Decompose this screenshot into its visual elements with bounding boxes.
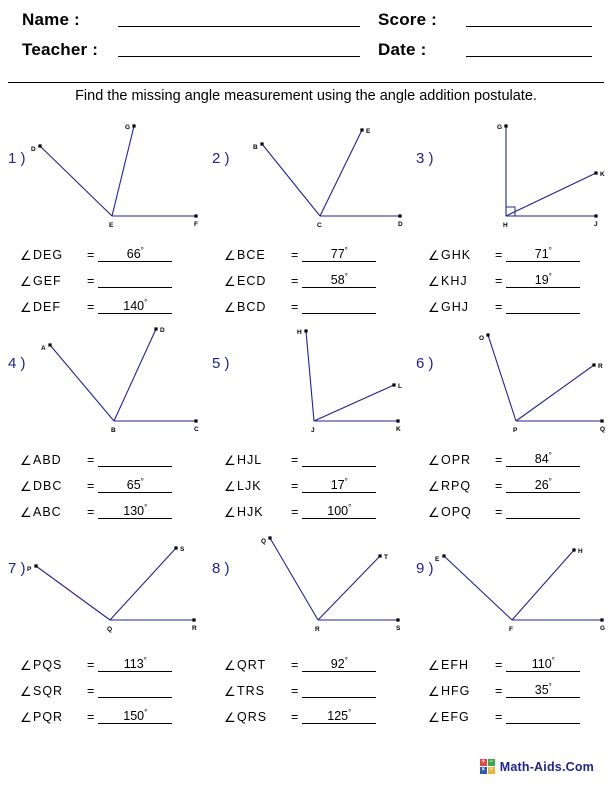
equals-sign: = [495, 505, 503, 519]
angle-symbol-icon: ∠ [20, 658, 32, 673]
equals-sign: = [291, 710, 299, 724]
svg-text:B: B [253, 144, 258, 151]
angle-symbol-icon: ∠ [224, 300, 236, 315]
svg-text:R: R [192, 625, 197, 632]
angle-symbol-icon: ∠ [224, 479, 236, 494]
answer-blank[interactable] [506, 656, 580, 672]
problem-row [0, 323, 612, 528]
equals-sign: = [87, 248, 95, 262]
svg-text:G: G [600, 625, 606, 632]
angle-symbol-icon: ∠ [20, 505, 32, 520]
svg-text:P: P [27, 566, 32, 573]
answer-value [98, 656, 172, 671]
answer-row [20, 493, 204, 519]
answer-row [428, 698, 612, 724]
answer-row [20, 646, 204, 672]
problem-2 [204, 118, 408, 323]
date-label: Date : [378, 40, 427, 59]
answer-number: 130 [123, 504, 145, 518]
answer-blank[interactable] [98, 503, 172, 519]
degree-symbol: ° [344, 245, 348, 255]
degree-symbol: ° [143, 655, 147, 665]
answer-number: 35 [534, 683, 549, 697]
answer-row [428, 288, 612, 314]
answer-list [428, 236, 612, 314]
angle-name: EFH [441, 658, 469, 672]
equals-sign: = [291, 300, 299, 314]
answer-list [224, 236, 408, 314]
answer-value [98, 477, 172, 492]
angle-symbol-icon: ∠ [224, 710, 236, 725]
svg-text:H: H [503, 222, 508, 229]
equals-sign: = [495, 248, 503, 262]
angle-name: ECD [237, 274, 267, 288]
problem-number: 5 ) [212, 355, 230, 372]
svg-text:F: F [509, 626, 513, 633]
angle-name: HJL [237, 453, 263, 467]
svg-text:Q: Q [600, 426, 606, 433]
answer-blank[interactable] [506, 477, 580, 493]
answer-value [302, 708, 376, 723]
answer-blank[interactable] [506, 682, 580, 698]
angle-name: PQR [33, 710, 64, 724]
svg-text:E: E [109, 222, 114, 229]
answer-blank[interactable] [302, 503, 376, 519]
angle-name: HJK [237, 505, 264, 519]
answer-blank[interactable] [302, 451, 376, 467]
answer-value [302, 503, 376, 518]
svg-text:B: B [111, 427, 116, 434]
equals-sign: = [495, 453, 503, 467]
score-input-line[interactable] [466, 26, 592, 27]
angle-diagram [18, 323, 204, 443]
equals-sign: = [495, 274, 503, 288]
answer-blank[interactable] [302, 708, 376, 724]
answer-row [224, 262, 408, 288]
angle-symbol-icon: ∠ [20, 710, 32, 725]
worksheet-footer [0, 754, 612, 774]
problem-number: 8 ) [212, 560, 230, 577]
svg-text:E: E [435, 556, 440, 563]
equals-sign: = [87, 710, 95, 724]
answer-row [224, 646, 408, 672]
answer-blank[interactable] [98, 682, 172, 698]
angle-name: QRT [237, 658, 267, 672]
degree-symbol: ° [548, 271, 552, 281]
answer-row [428, 493, 612, 519]
answer-blank[interactable] [506, 246, 580, 262]
answer-row [428, 262, 612, 288]
answer-blank[interactable] [98, 451, 172, 467]
angle-name: ABC [33, 505, 62, 519]
problem-9 [408, 528, 612, 733]
problem-row [0, 118, 612, 323]
angle-diagram [222, 323, 408, 443]
answer-blank[interactable] [302, 656, 376, 672]
angle-symbol-icon: ∠ [428, 684, 440, 699]
svg-text:D: D [398, 221, 403, 228]
answer-blank[interactable] [506, 451, 580, 467]
equals-sign: = [87, 453, 95, 467]
svg-text:H: H [578, 548, 583, 555]
angle-name: SQR [33, 684, 64, 698]
angle-name: RPQ [441, 479, 472, 493]
problem-number: 2 ) [212, 150, 230, 167]
problem-7 [0, 528, 204, 733]
answer-list [20, 236, 204, 314]
svg-text:F: F [194, 221, 198, 228]
angle-symbol-icon: ∠ [428, 300, 440, 315]
answer-row [224, 441, 408, 467]
answer-blank[interactable] [506, 272, 580, 288]
answer-number: 71 [534, 247, 549, 261]
problem-number: 6 ) [416, 355, 434, 372]
angle-name: OPR [441, 453, 472, 467]
svg-text:R: R [315, 626, 320, 633]
equals-sign: = [291, 658, 299, 672]
degree-symbol: ° [548, 681, 552, 691]
angle-diagram [18, 118, 204, 238]
answer-number: 65 [126, 478, 141, 492]
svg-text:C: C [194, 426, 199, 433]
answer-number: 84 [534, 452, 549, 466]
answer-blank[interactable] [302, 246, 376, 262]
svg-text:D: D [160, 327, 165, 334]
angle-symbol-icon: ∠ [224, 684, 236, 699]
equals-sign: = [495, 300, 503, 314]
answer-value [302, 246, 376, 261]
angle-symbol-icon: ∠ [224, 505, 236, 520]
problem-5 [204, 323, 408, 528]
answer-row [20, 236, 204, 262]
teacher-label: Teacher : [22, 40, 99, 59]
svg-text:G: G [125, 124, 131, 131]
answer-number: 110 [531, 657, 552, 671]
answer-blank[interactable] [506, 503, 580, 519]
answer-row [428, 646, 612, 672]
answer-row [224, 672, 408, 698]
degree-symbol: ° [348, 707, 352, 717]
equals-sign: = [291, 248, 299, 262]
degree-symbol: ° [140, 476, 144, 486]
minus-icon: − [489, 759, 493, 765]
answer-blank[interactable] [302, 298, 376, 314]
logo-text: Math-Aids.Com [499, 759, 594, 774]
equals-sign: = [87, 300, 95, 314]
problem-1 [0, 118, 204, 323]
answer-number: 77 [330, 247, 345, 261]
degree-symbol: ° [144, 502, 148, 512]
problem-number: 9 ) [416, 560, 434, 577]
answer-blank[interactable] [98, 272, 172, 288]
answer-row [428, 467, 612, 493]
problem-6 [408, 323, 612, 528]
angle-name: LJK [237, 479, 262, 493]
angle-name: OPQ [441, 505, 472, 519]
answer-blank[interactable] [98, 477, 172, 493]
answer-blank[interactable] [98, 246, 172, 262]
svg-text:T: T [384, 554, 388, 561]
svg-text:A: A [41, 345, 46, 352]
answer-blank[interactable] [98, 298, 172, 314]
answer-blank[interactable] [302, 477, 376, 493]
angle-name: KHJ [441, 274, 468, 288]
angle-symbol-icon: ∠ [428, 505, 440, 520]
answer-row [20, 288, 204, 314]
math-symbols-icon [480, 759, 495, 774]
svg-text:K: K [600, 171, 605, 178]
answer-value [98, 246, 172, 261]
problem-number: 1 ) [8, 150, 26, 167]
answer-blank[interactable] [506, 708, 580, 724]
equals-sign: = [291, 684, 299, 698]
answer-number: 58 [330, 273, 345, 287]
answer-value [506, 477, 580, 492]
answer-row [224, 288, 408, 314]
answer-number: 19 [534, 273, 549, 287]
divide-icon: ÷ [489, 767, 493, 773]
svg-text:R: R [598, 363, 603, 370]
svg-text:E: E [366, 128, 371, 135]
instruction-text: Find the missing angle measurement using the angle addition postulate. [75, 88, 537, 104]
name-label: Name : [22, 10, 80, 29]
angle-symbol-icon: ∠ [428, 274, 440, 289]
equals-sign: = [495, 710, 503, 724]
answer-list [20, 441, 204, 519]
angle-symbol-icon: ∠ [20, 684, 32, 699]
answer-row [20, 467, 204, 493]
answer-row [224, 493, 408, 519]
answer-value [98, 298, 172, 313]
degree-symbol: ° [548, 450, 552, 460]
svg-text:S: S [396, 625, 401, 632]
answer-blank[interactable] [98, 708, 172, 724]
degree-symbol: ° [551, 655, 555, 665]
angle-name: GHK [441, 248, 472, 262]
svg-text:O: O [479, 335, 485, 342]
problem-number: 3 ) [416, 150, 434, 167]
answer-number: 66 [126, 247, 141, 261]
answer-value [506, 246, 580, 261]
worksheet-header [0, 0, 612, 78]
angle-symbol-icon: ∠ [20, 274, 32, 289]
equals-sign: = [495, 479, 503, 493]
answer-number: 92 [330, 657, 345, 671]
angle-name: BCE [237, 248, 266, 262]
problem-row [0, 528, 612, 733]
svg-text:C: C [317, 222, 322, 229]
answer-row [428, 672, 612, 698]
angle-symbol-icon: ∠ [224, 248, 236, 263]
answer-blank[interactable] [302, 682, 376, 698]
svg-text:K: K [396, 426, 401, 433]
angle-symbol-icon: ∠ [20, 300, 32, 315]
degree-symbol: ° [344, 655, 348, 665]
angle-diagram [222, 118, 408, 238]
angle-name: PQS [33, 658, 63, 672]
svg-text:D: D [31, 146, 36, 153]
angle-symbol-icon: ∠ [428, 453, 440, 468]
svg-text:H: H [297, 329, 302, 336]
degree-symbol: ° [144, 297, 148, 307]
answer-list [224, 646, 408, 724]
problem-number: 4 ) [8, 355, 26, 372]
answer-value [506, 656, 580, 671]
svg-text:S: S [180, 546, 185, 553]
angle-symbol-icon: ∠ [428, 710, 440, 725]
equals-sign: = [495, 658, 503, 672]
svg-text:Q: Q [261, 538, 267, 545]
angle-name: DEF [33, 300, 61, 314]
svg-text:P: P [513, 427, 518, 434]
equals-sign: = [291, 453, 299, 467]
degree-symbol: ° [344, 271, 348, 281]
answer-blank[interactable] [302, 272, 376, 288]
angle-name: ABD [33, 453, 62, 467]
answer-number: 113 [123, 657, 144, 671]
angle-name: DEG [33, 248, 64, 262]
svg-text:G: G [497, 124, 503, 131]
equals-sign: = [495, 684, 503, 698]
angle-name: DBC [33, 479, 63, 493]
equals-sign: = [87, 274, 95, 288]
answer-row [224, 236, 408, 262]
answer-number: 17 [330, 478, 345, 492]
header-divider [8, 82, 604, 83]
answer-row [224, 698, 408, 724]
answer-row [428, 441, 612, 467]
answer-number: 140 [123, 299, 145, 313]
angle-symbol-icon: ∠ [20, 453, 32, 468]
equals-sign: = [87, 658, 95, 672]
answer-row [428, 236, 612, 262]
angle-name: BCD [237, 300, 267, 314]
answer-value [98, 503, 172, 518]
score-label: Score : [378, 10, 438, 29]
answer-row [224, 467, 408, 493]
angle-diagram [222, 528, 408, 648]
angle-symbol-icon: ∠ [428, 248, 440, 263]
angle-diagram [18, 528, 204, 648]
plus-icon: + [481, 759, 485, 765]
angle-diagram [426, 528, 612, 648]
answer-row [20, 262, 204, 288]
problem-4 [0, 323, 204, 528]
answer-number: 125 [327, 709, 349, 723]
angle-name: EFG [441, 710, 470, 724]
equals-sign: = [87, 479, 95, 493]
degree-symbol: ° [344, 476, 348, 486]
answer-row [20, 672, 204, 698]
answer-list [428, 441, 612, 519]
answer-value [302, 656, 376, 671]
answer-value [98, 708, 172, 723]
answer-number: 26 [534, 478, 549, 492]
answer-blank[interactable] [98, 656, 172, 672]
angle-symbol-icon: ∠ [20, 479, 32, 494]
angle-name: GHJ [441, 300, 469, 314]
angle-symbol-icon: ∠ [20, 248, 32, 263]
answer-value [506, 682, 580, 697]
angle-name: HFG [441, 684, 471, 698]
answer-list [224, 441, 408, 519]
equals-sign: = [291, 505, 299, 519]
answer-blank[interactable] [506, 298, 580, 314]
answer-number: 100 [327, 504, 349, 518]
answer-row [20, 698, 204, 724]
angle-name: QRS [237, 710, 268, 724]
degree-symbol: ° [348, 502, 352, 512]
svg-text:J: J [594, 221, 598, 228]
teacher-input-line[interactable] [118, 56, 360, 57]
degree-symbol: ° [140, 245, 144, 255]
answer-list [20, 646, 204, 724]
degree-symbol: ° [548, 245, 552, 255]
equals-sign: = [291, 274, 299, 288]
name-input-line[interactable] [118, 26, 360, 27]
math-aids-logo[interactable] [480, 759, 594, 774]
angle-diagram [426, 323, 612, 443]
svg-text:L: L [398, 383, 402, 390]
problem-8 [204, 528, 408, 733]
problems-grid [0, 118, 612, 733]
answer-value [506, 272, 580, 287]
angle-symbol-icon: ∠ [224, 658, 236, 673]
angle-symbol-icon: ∠ [428, 479, 440, 494]
answer-row [20, 441, 204, 467]
answer-value [302, 477, 376, 492]
answer-value [302, 272, 376, 287]
angle-symbol-icon: ∠ [428, 658, 440, 673]
answer-list [428, 646, 612, 724]
degree-symbol: ° [144, 707, 148, 717]
angle-symbol-icon: ∠ [224, 274, 236, 289]
angle-diagram [426, 118, 612, 238]
problem-number: 7 ) [8, 560, 26, 577]
equals-sign: = [87, 684, 95, 698]
equals-sign: = [87, 505, 95, 519]
answer-number: 150 [123, 709, 145, 723]
multiply-icon: × [481, 767, 485, 773]
answer-value [506, 451, 580, 466]
degree-symbol: ° [548, 476, 552, 486]
angle-symbol-icon: ∠ [224, 453, 236, 468]
date-input-line[interactable] [466, 56, 592, 57]
equals-sign: = [291, 479, 299, 493]
svg-text:J: J [311, 427, 315, 434]
problem-3 [408, 118, 612, 323]
angle-name: GEF [33, 274, 62, 288]
svg-text:Q: Q [107, 626, 113, 633]
angle-name: TRS [237, 684, 265, 698]
